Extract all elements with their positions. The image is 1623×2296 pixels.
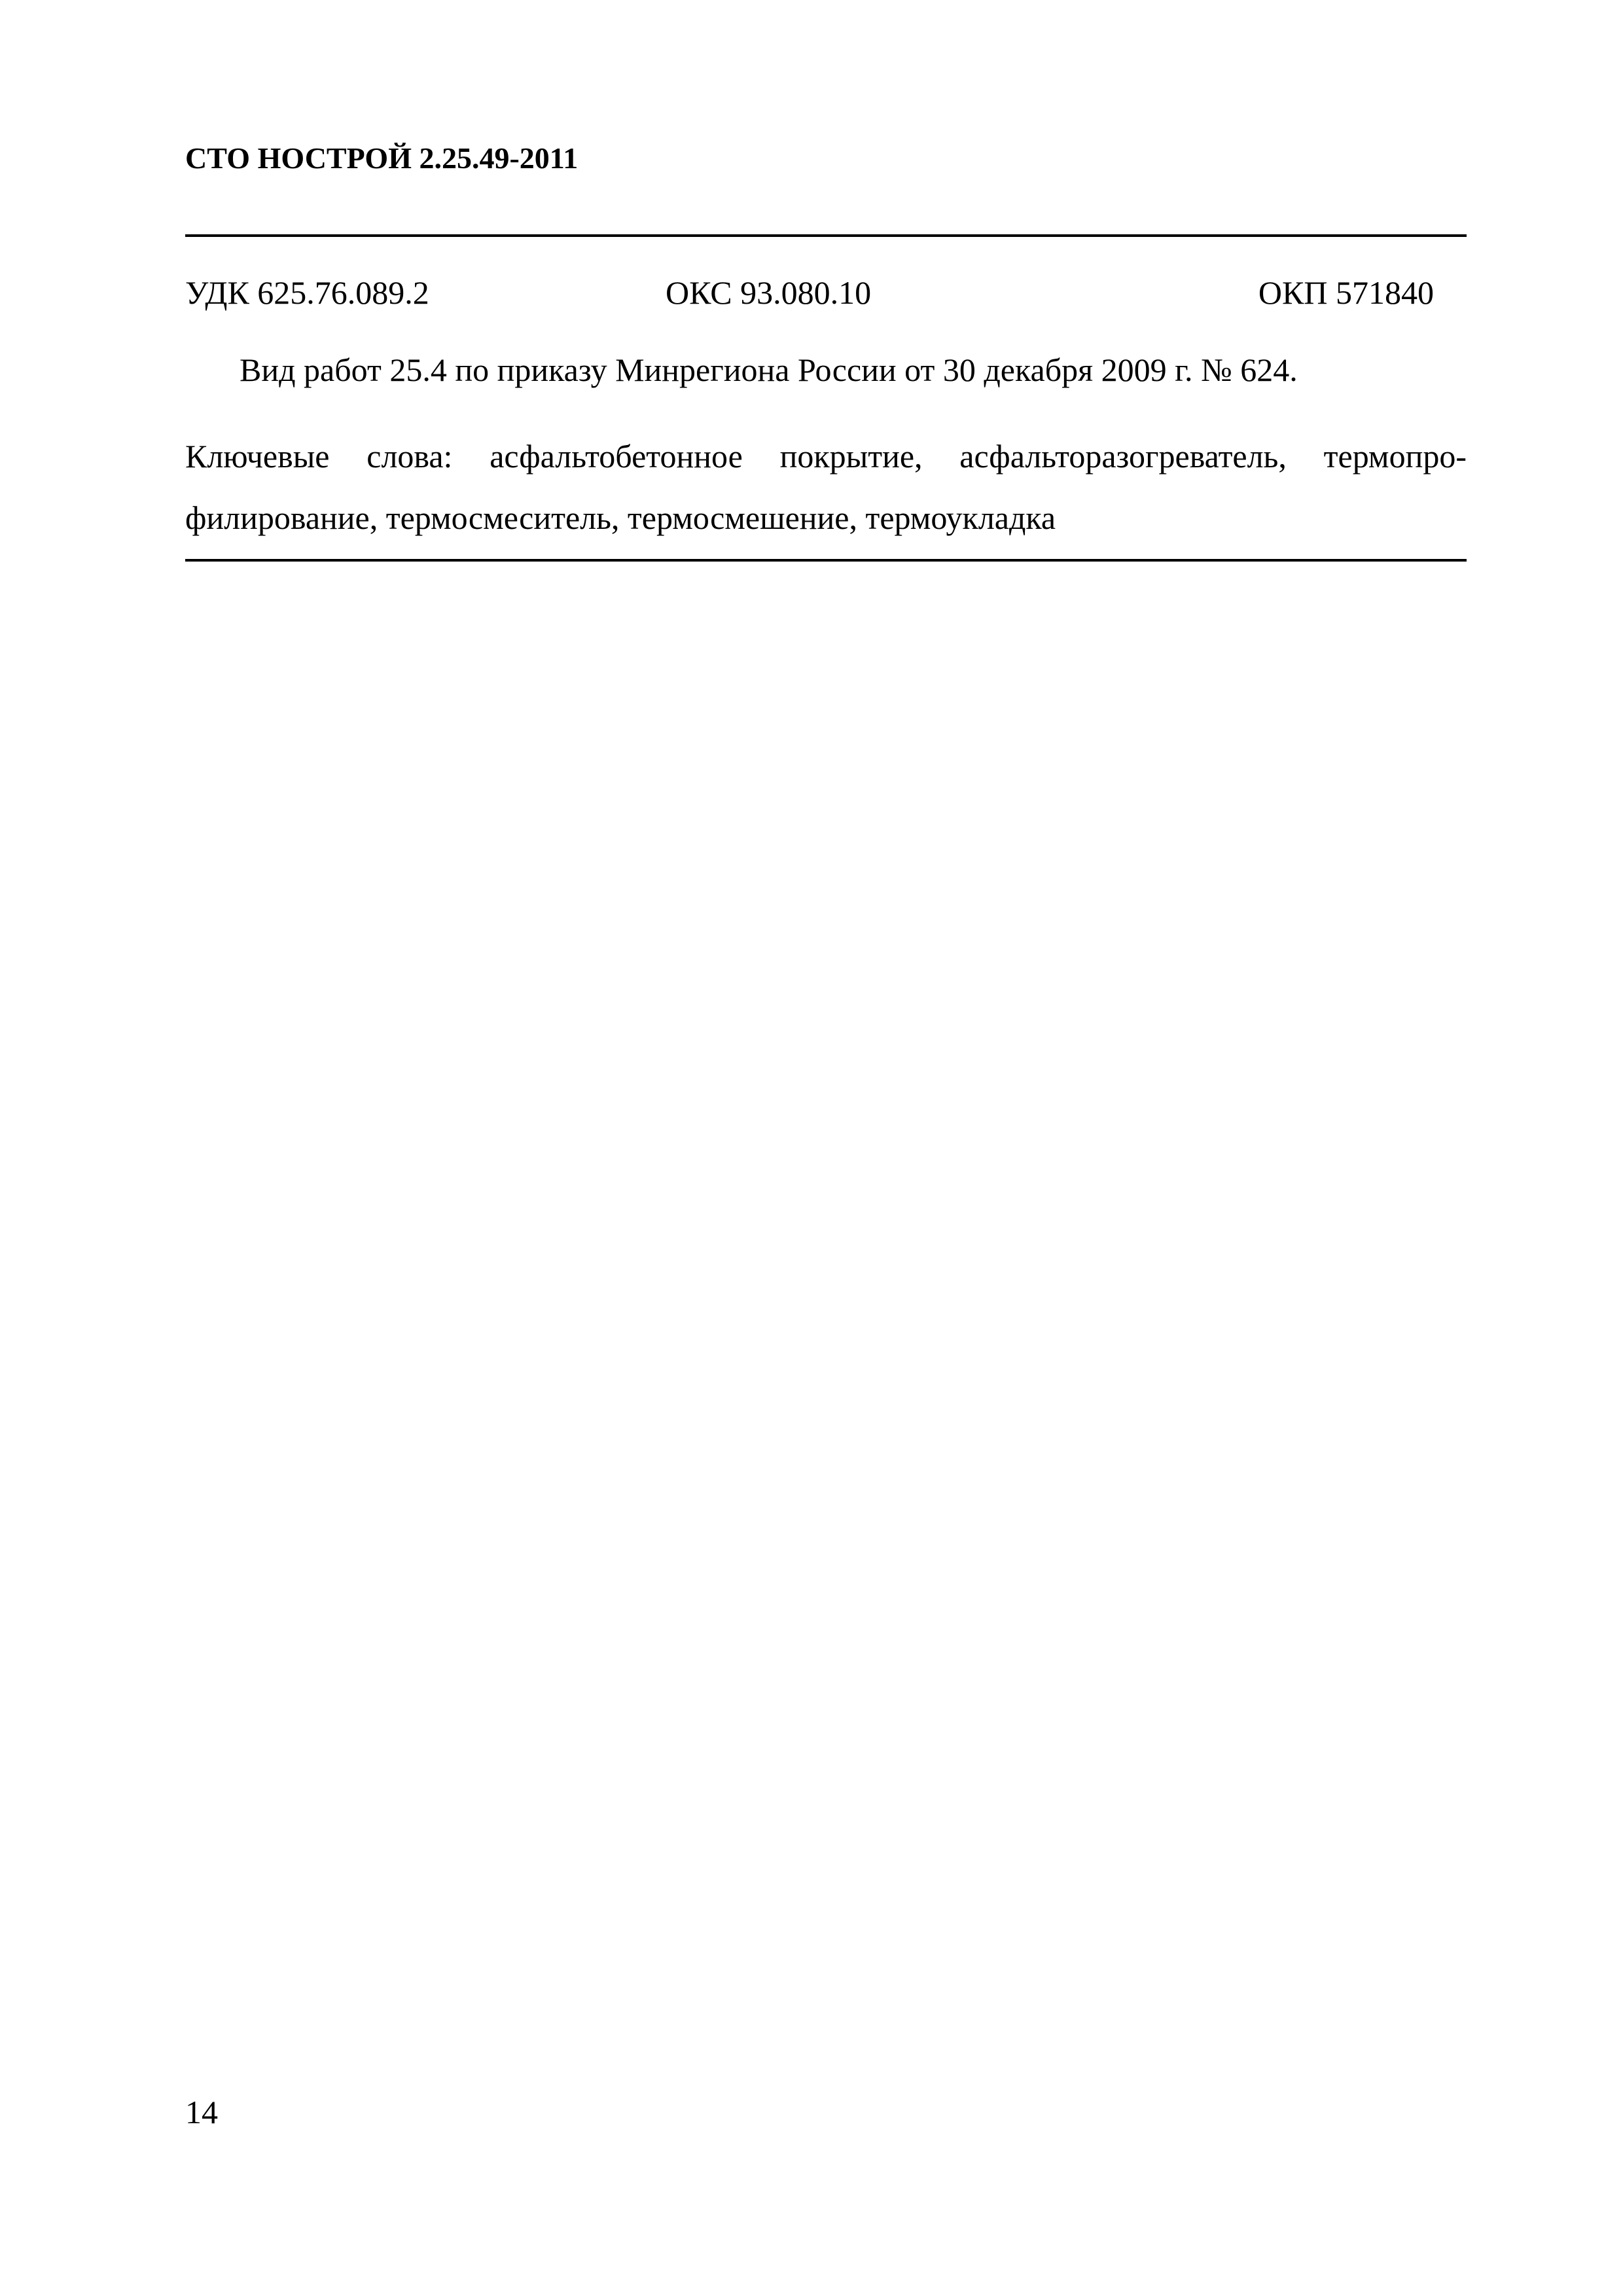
top-divider xyxy=(185,234,1467,237)
okp-code: ОКП 571840 xyxy=(1258,274,1434,311)
keywords-paragraph xyxy=(185,425,1467,548)
work-type-statement: Вид работ 25.4 по приказу Минрегиона России от 30 декабря 2009 г. № 624. xyxy=(240,351,1298,388)
document-header-title: СТО НОСТРОЙ 2.25.49-2011 xyxy=(185,141,579,175)
bottom-divider xyxy=(185,559,1467,562)
page-number: 14 xyxy=(185,2094,218,2130)
classification-codes-row xyxy=(185,270,1434,315)
keywords-line-1: Ключевые слова: асфальтобетонное покрытие, асфальторазогреватель, термопро- xyxy=(185,438,1467,475)
udk-code: УДК 625.76.089.2 xyxy=(185,274,429,311)
keywords-line-2: филирование, термосмеситель, термосмешение, термоукладка xyxy=(185,499,1056,536)
oks-code: ОКС 93.080.10 xyxy=(666,274,872,311)
